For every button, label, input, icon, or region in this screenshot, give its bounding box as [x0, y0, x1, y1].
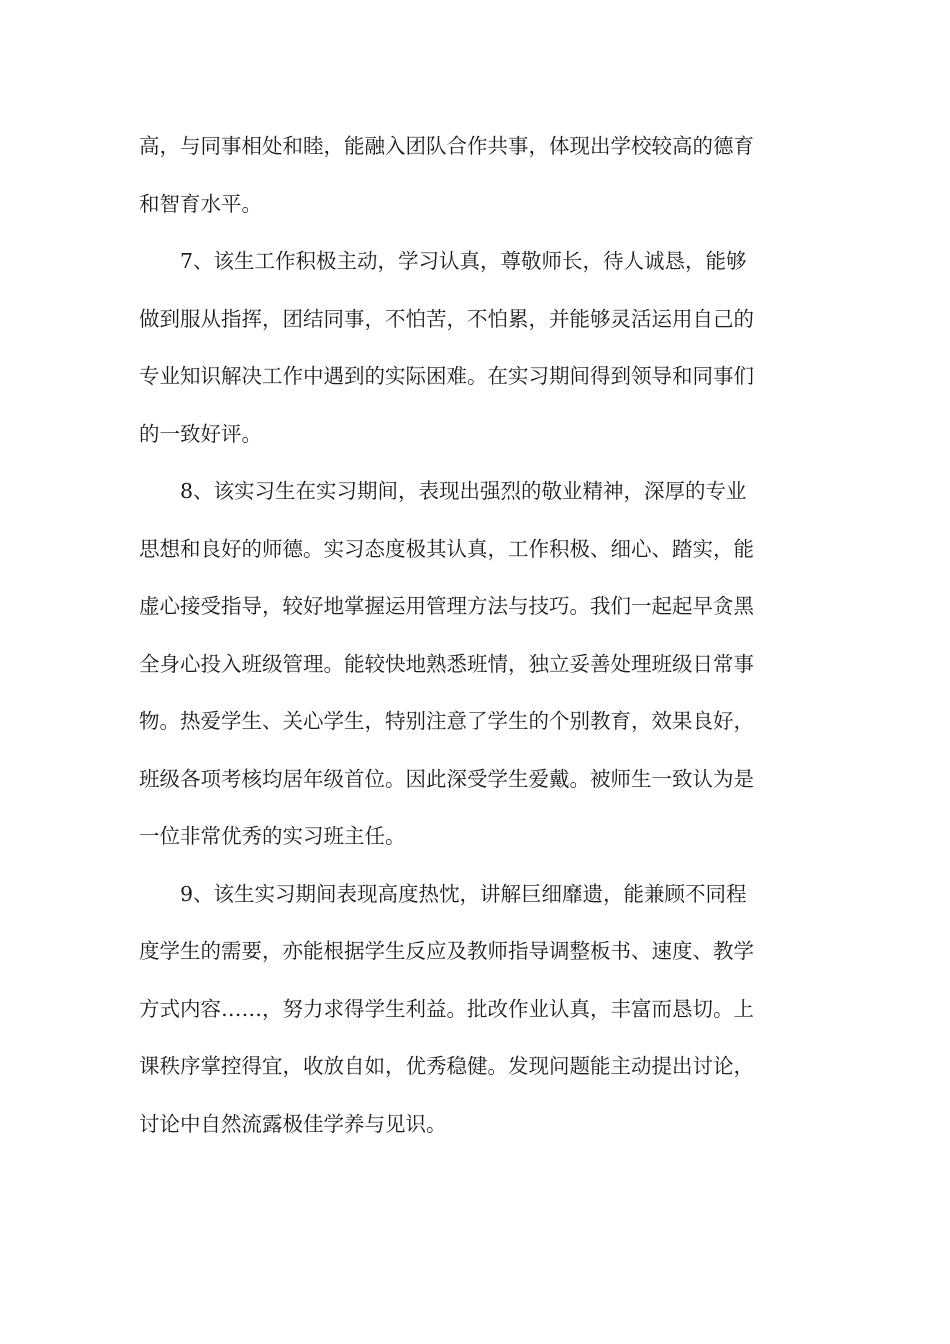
text-line: 专业知识解决工作中遇到的实际困难。在实习期间得到领导和同事们: [139, 364, 754, 388]
text-line: 8、该实习生在实习期间，表现出强烈的敬业精神，深厚的专业: [180, 479, 747, 503]
paragraph-continuation: [139, 118, 819, 233]
text-line: 方式内容……，努力求得学生利益。批改作业认真，丰富而恳切。上: [139, 996, 754, 1021]
text-line: 9、该生实习期间表现高度热忱，讲解巨细靡遗，能兼顾不同程: [180, 881, 747, 906]
text-line: 高，与同事相处和睦，能融入团队合作共事，体现出学校较高的德育: [139, 134, 754, 158]
text-line: 度学生的需要，亦能根据学生反应及教师指导调整板书、速度、教学: [139, 939, 754, 963]
document-body: [139, 118, 819, 1153]
text-line: 讨论中自然流露极佳学养与见识。: [139, 1111, 447, 1136]
text-line: 做到服从指挥，团结同事，不怕苦，不怕累，并能够灵活运用自己的: [139, 306, 754, 331]
text-line: 班级各项考核均居年级首位。因此深受学生爱戴。被师生一致认为是: [139, 766, 754, 791]
text-line: 7、该生工作积极主动，学习认真，尊敬师长，待人诚恳，能够: [180, 249, 747, 273]
text-line: 和智育水平。: [139, 191, 262, 216]
paragraph-item-9: [139, 866, 819, 1154]
text-line: 课秩序掌控得宜，收放自如，优秀稳健。发现问题能主动提出讨论，: [139, 1054, 754, 1078]
paragraph-item-8: [139, 463, 819, 866]
text-line: 的一致好评。: [139, 421, 262, 446]
text-line: 一位非常优秀的实习班主任。: [139, 824, 406, 848]
text-line: 全身心投入班级管理。能较快地熟悉班情，独立妥善处理班级日常事: [139, 651, 754, 676]
text-line: 虚心接受指导，较好地掌握运用管理方法与技巧。我们一起起早贪黑: [139, 594, 754, 618]
text-line: 思想和良好的师德。实习态度极其认真，工作积极、细心、踏实，能: [139, 536, 754, 561]
paragraph-item-7: [139, 233, 819, 463]
text-line: 物。热爱学生、关心学生，特别注意了学生的个别教育，效果良好，: [139, 709, 754, 733]
